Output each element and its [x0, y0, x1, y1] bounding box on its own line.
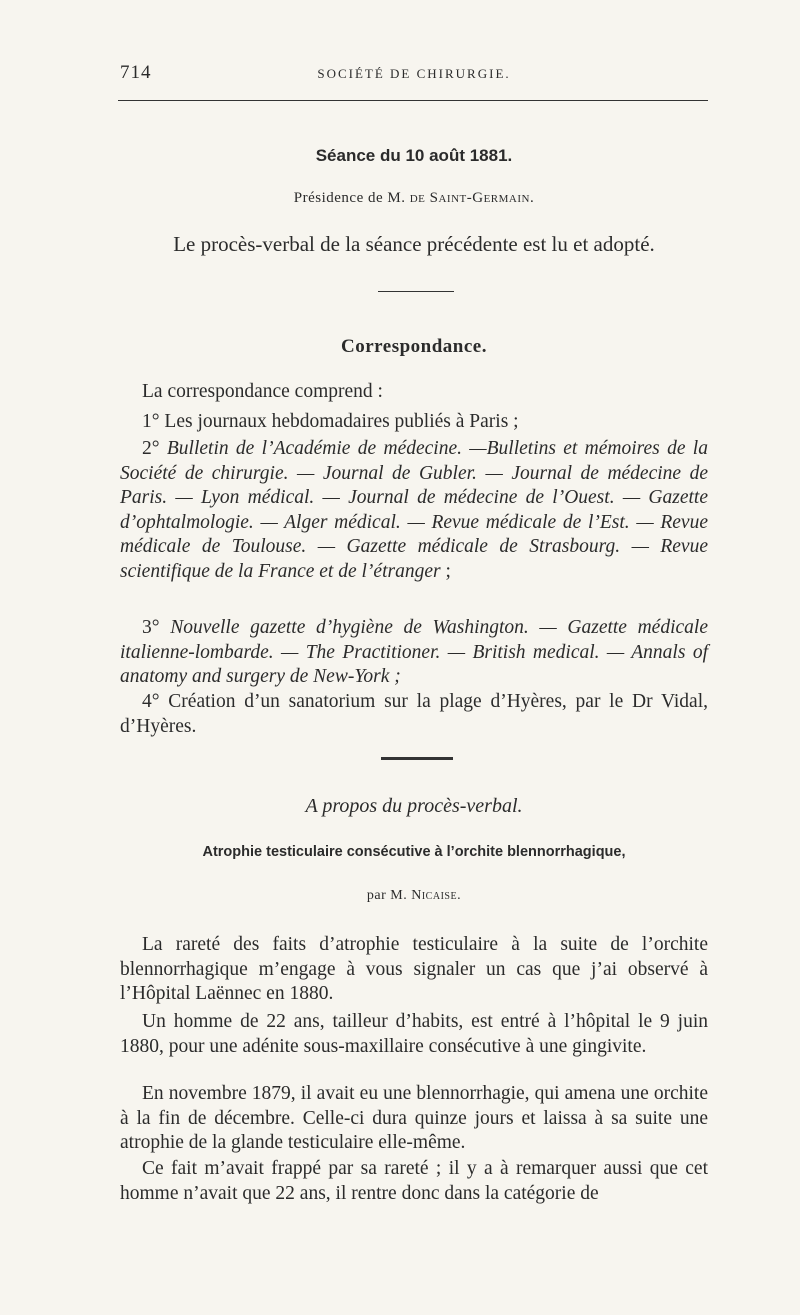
article-title: Atrophie testiculaire consécutive à l’orchite blennorrhagique,	[202, 844, 626, 860]
section-divider	[378, 291, 454, 292]
president-name: de Saint-Germain.	[409, 190, 535, 206]
section-heading: A propos du procès-verbal.	[305, 795, 523, 817]
correspondance-intro: La correspondance comprend :	[142, 381, 383, 402]
correspondance-item-3	[120, 616, 708, 690]
correspondance-item-1: 1° Les journaux hebdomadaires publiés à Paris ;	[142, 411, 519, 432]
item-2-end: ;	[440, 560, 451, 582]
presidence-line	[120, 190, 708, 207]
paragraph: La rareté des faits d’atrophie testiculaire à la suite de l’orchite blennorrhagique m’engage à vous signaler un cas que j’ai observé à l’Hôpital Laënnec en 1880.	[120, 934, 708, 1004]
correspondance-heading: Correspondance.	[341, 336, 487, 357]
paragraph: Un homme de 22 ans, tailleur d’habits, est entré à l’hôpital le 9 juin 1880, pour une adénite sous-maxillaire consécutive à une gingivite.	[120, 1011, 708, 1057]
item-2-number: 2°	[142, 438, 167, 459]
author-prefix: par M.	[366, 888, 412, 903]
item-2-journals: Bulletin de l’Académie de médecine. —Bulletins et mémoires de la Société de chirurgie. — Journal de Gubler. — Journal de médecine de Paris. — Lyon médical. — Journal de médecine de l’Ouest. — Gazette d’ophtalmologie. — Alger médical. — Revue médicale de l’Est. — Revue médicale de Toulouse. — Gazette médicale de Strasbourg. — Revue scientifique de la France et de l’étranger	[120, 438, 708, 582]
running-head	[120, 62, 708, 90]
paragraph: Ce fait m’avait frappé par sa rareté ; il y a à remarquer aussi que cet homme n’avait que 22 ans, il rentre donc dans la catégorie de	[120, 1158, 708, 1204]
correspondance-item-2	[120, 437, 708, 584]
page-number: 714	[120, 62, 152, 83]
correspondance-item-4: 4° Création d’un sanatorium sur la plage d’Hyères, par le Dr Vidal, d’Hyères.	[120, 691, 708, 737]
author-name: Nicaise.	[411, 888, 462, 903]
minutes-statement: Le procès-verbal de la séance précédente est lu et adopté.	[173, 232, 655, 256]
presidence-prefix: Présidence de M.	[293, 190, 410, 206]
article-author	[120, 888, 708, 904]
item-3-journals: Nouvelle gazette d’hygiène de Washington. — Gazette médicale italienne-lombarde. — The Practitioner. — British medical. — Annals of anatomy and surgery de New-York ;	[120, 617, 708, 687]
session-title: Séance du 10 août 1881.	[315, 146, 513, 165]
section-divider-thick	[381, 757, 453, 760]
item-3-number: 3°	[142, 617, 171, 638]
paragraph: En novembre 1879, il avait eu une blennorrhagie, qui amena une orchite à la fin de décembre. Celle-ci dura quinze jours et laissa à sa suite une atrophie de la glande testiculaire elle-même.	[120, 1083, 708, 1153]
running-title: SOCIÉTÉ DE CHIRURGIE.	[317, 66, 511, 81]
header-rule	[118, 100, 708, 101]
